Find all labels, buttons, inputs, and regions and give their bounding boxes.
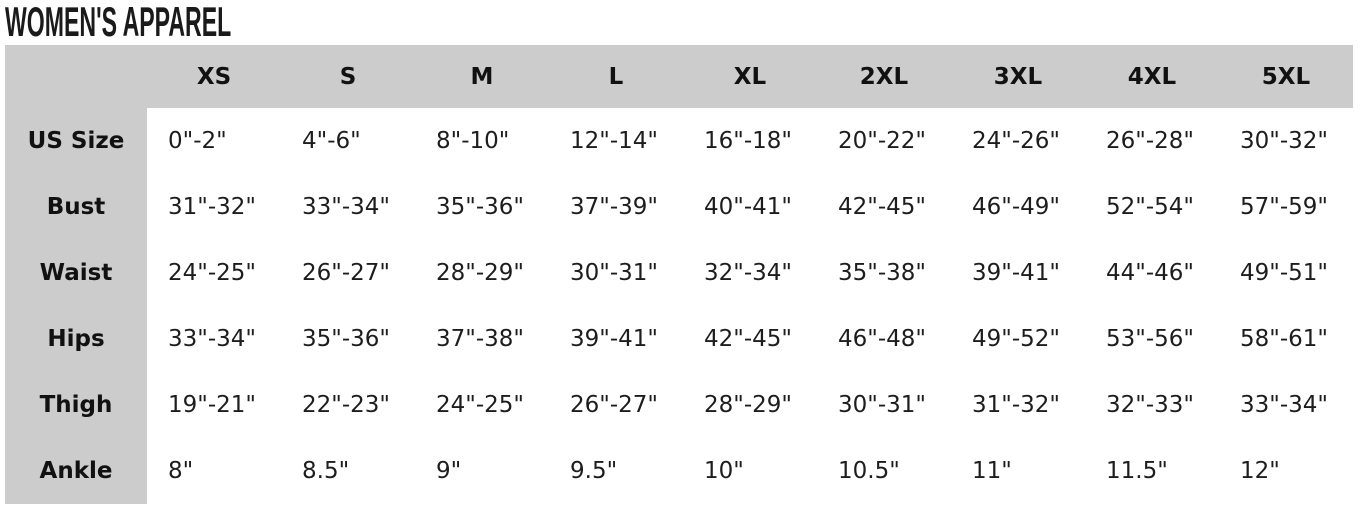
size-cell: 8" [147, 438, 281, 504]
size-cell: 20"-22" [817, 108, 951, 174]
row-label-bust: Bust [5, 174, 147, 240]
size-cell: 52"-54" [1085, 174, 1219, 240]
size-cell: 49"-51" [1219, 240, 1353, 306]
size-cell: 33"-34" [147, 306, 281, 372]
size-cell: 46"-49" [951, 174, 1085, 240]
size-cell: 37"-38" [415, 306, 549, 372]
column-header-5xl: 5XL [1219, 45, 1353, 108]
row-label-waist: Waist [5, 240, 147, 306]
column-header-m: M [415, 45, 549, 108]
row-label-us-size: US Size [5, 108, 147, 174]
size-cell: 8.5" [281, 438, 415, 504]
size-cell: 30"-31" [549, 240, 683, 306]
size-cell: 28"-29" [415, 240, 549, 306]
size-cell: 4"-6" [281, 108, 415, 174]
size-cell: 9" [415, 438, 549, 504]
column-header-xl: XL [683, 45, 817, 108]
table-row [5, 306, 1353, 372]
column-header-xs: XS [147, 45, 281, 108]
size-cell: 10.5" [817, 438, 951, 504]
size-cell: 26"-27" [281, 240, 415, 306]
size-cell: 44"-46" [1085, 240, 1219, 306]
corner-cell [5, 45, 147, 108]
size-cell: 30"-31" [817, 372, 951, 438]
table-body [5, 108, 1353, 504]
table-row [5, 438, 1353, 504]
column-header-3xl: 3XL [951, 45, 1085, 108]
size-cell: 24"-25" [415, 372, 549, 438]
size-cell: 12"-14" [549, 108, 683, 174]
size-cell: 31"-32" [147, 174, 281, 240]
size-cell: 49"-52" [951, 306, 1085, 372]
column-header-s: S [281, 45, 415, 108]
size-cell: 26"-28" [1085, 108, 1219, 174]
size-cell: 12" [1219, 438, 1353, 504]
size-cell: 39"-41" [951, 240, 1085, 306]
size-cell: 42"-45" [683, 306, 817, 372]
size-cell: 24"-25" [147, 240, 281, 306]
size-cell: 8"-10" [415, 108, 549, 174]
size-cell: 0"-2" [147, 108, 281, 174]
size-cell: 33"-34" [281, 174, 415, 240]
size-cell: 22"-23" [281, 372, 415, 438]
page-title: WOMEN'S APPAREL [5, 0, 232, 45]
size-cell: 32"-34" [683, 240, 817, 306]
size-cell: 11.5" [1085, 438, 1219, 504]
size-cell: 33"-34" [1219, 372, 1353, 438]
size-cell: 37"-39" [549, 174, 683, 240]
size-cell: 32"-33" [1085, 372, 1219, 438]
size-cell: 58"-61" [1219, 306, 1353, 372]
size-cell: 16"-18" [683, 108, 817, 174]
table-row [5, 372, 1353, 438]
size-chart-table [5, 45, 1353, 504]
size-cell: 9.5" [549, 438, 683, 504]
size-cell: 53"-56" [1085, 306, 1219, 372]
size-cell: 24"-26" [951, 108, 1085, 174]
size-cell: 35"-36" [415, 174, 549, 240]
column-header-2xl: 2XL [817, 45, 951, 108]
size-cell: 39"-41" [549, 306, 683, 372]
column-header-l: L [549, 45, 683, 108]
row-label-hips: Hips [5, 306, 147, 372]
header-row [5, 45, 1353, 108]
size-cell: 26"-27" [549, 372, 683, 438]
table-row [5, 108, 1353, 174]
row-label-ankle: Ankle [5, 438, 147, 504]
size-cell: 35"-38" [817, 240, 951, 306]
size-cell: 35"-36" [281, 306, 415, 372]
size-cell: 10" [683, 438, 817, 504]
table-row [5, 174, 1353, 240]
size-cell: 28"-29" [683, 372, 817, 438]
size-cell: 30"-32" [1219, 108, 1353, 174]
table-row [5, 240, 1353, 306]
size-cell: 42"-45" [817, 174, 951, 240]
size-cell: 46"-48" [817, 306, 951, 372]
column-header-4xl: 4XL [1085, 45, 1219, 108]
size-cell: 40"-41" [683, 174, 817, 240]
row-label-thigh: Thigh [5, 372, 147, 438]
size-cell: 19"-21" [147, 372, 281, 438]
size-cell: 11" [951, 438, 1085, 504]
size-cell: 57"-59" [1219, 174, 1353, 240]
size-cell: 31"-32" [951, 372, 1085, 438]
